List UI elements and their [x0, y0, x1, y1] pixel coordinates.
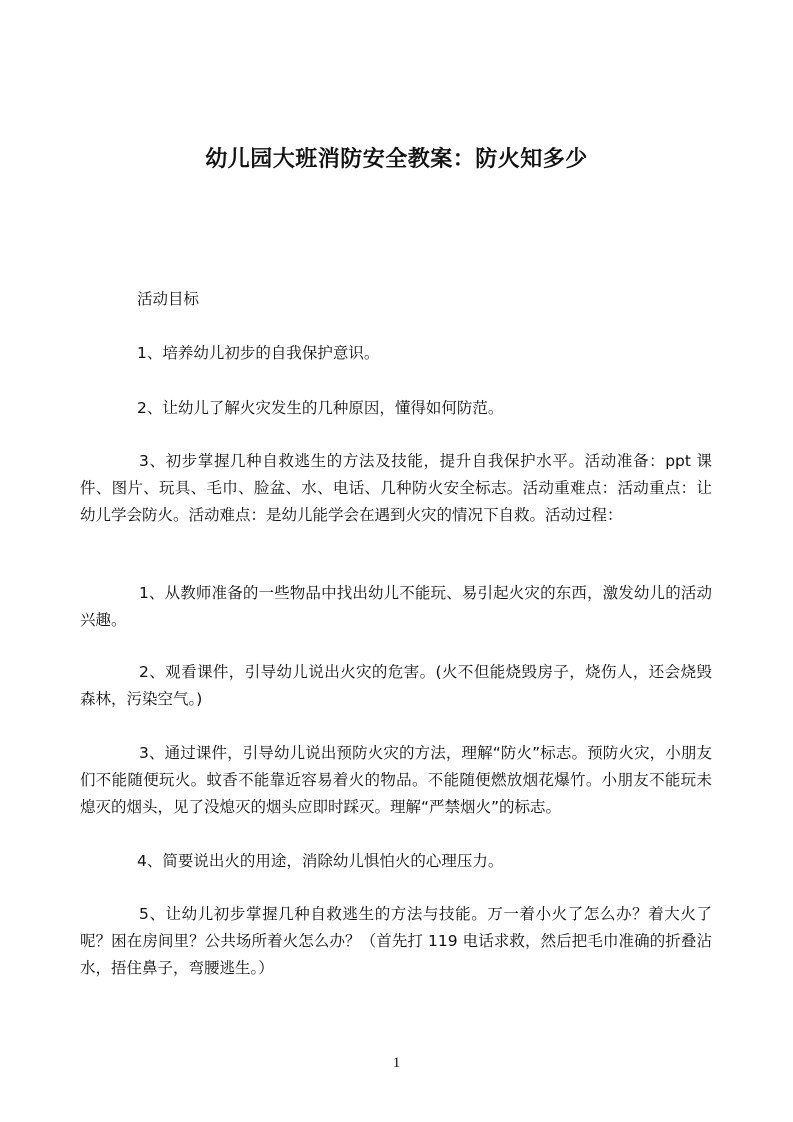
paragraph-objective-1: 1、培养幼儿初步的自我保护意识。	[137, 344, 380, 362]
paragraph-process-3: 3、通过课件，引导幼儿说出预防火灾的方法，理解“防火”标志。预防火灾，小朋友们不能随便玩火。蚊香不能靠近容易着火的物品。不能随便燃放烟花爆竹。小朋友不能玩未熄灭的烟头，见了没熄灭的烟头应即时踩灭。理解“严禁烟火”的标志。	[80, 744, 712, 816]
paragraph-process-1: 1、从教师准备的一些物品中找出幼儿不能玩、易引起火灾的东西，激发幼儿的活动兴趣。	[80, 584, 712, 629]
page-number: 1	[392, 1055, 401, 1071]
paragraph-objective-2: 2、让幼儿了解火灾发生的几种原因，懂得如何防范。	[137, 399, 504, 417]
page-title: 幼儿园大班消防安全教案：防火知多少	[205, 147, 588, 172]
paragraph-objectives-heading: 活动目标	[137, 290, 200, 308]
paragraph-process-4: 4、简要说出火的用途，消除幼儿惧怕火的心理压力。	[137, 852, 504, 870]
paragraph-process-5: 5、让幼儿初步掌握几种自救逃生的方法与技能。万一着小火了怎么办？着大火了呢？困在房间里？公共场所着火怎么办？（首先打 119 电话求救，然后把毛巾准确的折叠沾水，捂住鼻子，弯腰逃生。）	[80, 905, 712, 977]
paragraph-process-2: 2、观看课件，引导幼儿说出火灾的危害。(火不但能烧毁房子，烧伤人，还会烧毁森林，污染空气。)	[80, 663, 712, 708]
paragraph-objective-3: 3、初步掌握几种自救逃生的方法及技能，提升自我保护水平。活动准备：ppt 课件、图片、玩具、毛巾、脸盆、水、电话、几种防火安全标志。活动重难点：活动重点：让幼儿学会防火。活动难点：是幼儿能学会在遇到火灾的情况下自救。活动过程：	[80, 452, 712, 524]
